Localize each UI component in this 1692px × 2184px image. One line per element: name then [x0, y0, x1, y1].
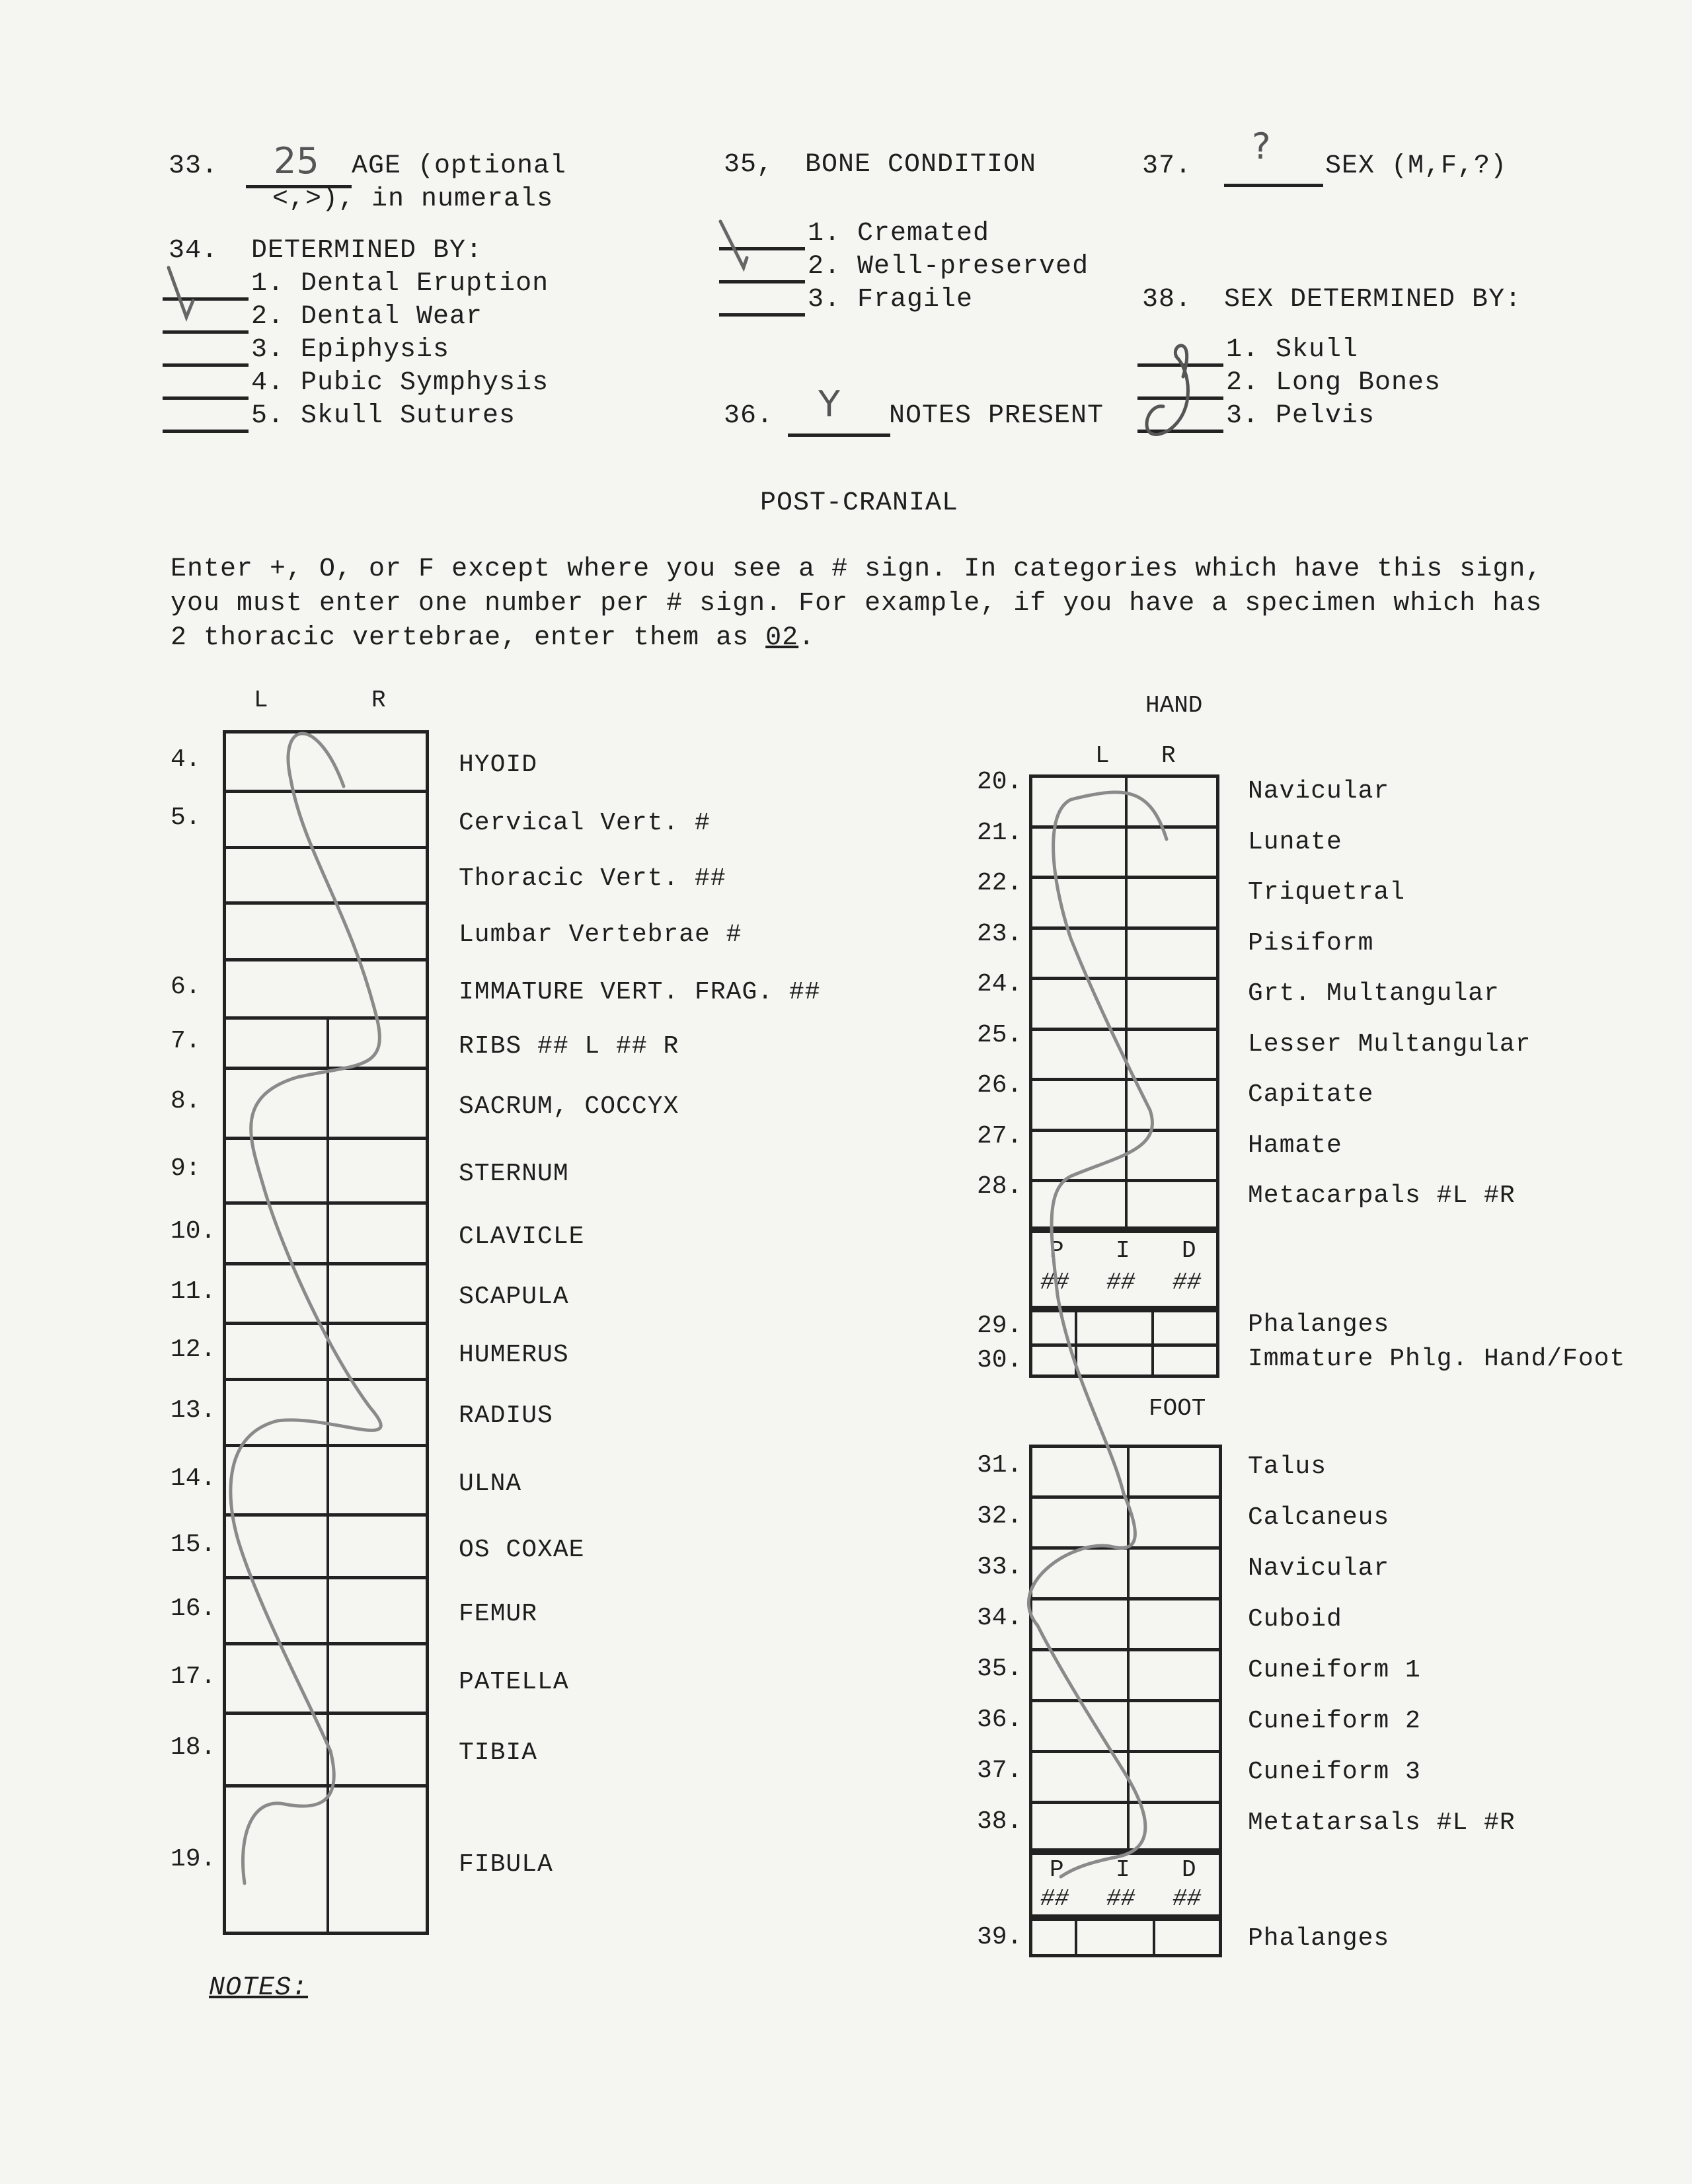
hand-cell-L[interactable] [1029, 1078, 1125, 1129]
hand-row-label: Hamate [1248, 1131, 1342, 1160]
left-table-cell-L[interactable] [223, 1513, 327, 1576]
left-table-cell-R[interactable] [327, 1137, 429, 1201]
left-table-row-label: PATELLA [459, 1667, 569, 1696]
hand-phalanx-row-number: 30. [977, 1345, 1022, 1374]
hand-phalanx-row-label: Phalanges [1248, 1310, 1390, 1339]
left-table-cell-R[interactable] [327, 1513, 429, 1576]
hand-cell-L[interactable] [1029, 1028, 1125, 1078]
hand-phalanx-count-D: ## [1173, 1268, 1202, 1296]
foot-row-label: Navicular [1248, 1554, 1390, 1583]
foot-row-number: 34. [977, 1604, 1022, 1632]
hand-row-label: Lesser Multangular [1248, 1030, 1531, 1059]
left-table-cell-L[interactable] [223, 1712, 327, 1784]
left-table-row-number: 8. [171, 1087, 201, 1115]
foot-row-number: 36. [977, 1706, 1022, 1734]
q38-blank-1[interactable] [1137, 363, 1223, 367]
hand-row-label: Triquetral [1248, 878, 1406, 907]
left-table-cell-L[interactable] [223, 1137, 327, 1201]
q34-option-3: 3. Epiphysis [251, 335, 450, 365]
left-table-cell-R[interactable] [327, 1201, 429, 1262]
instructions-line-3 [171, 622, 815, 654]
q35-blank-1[interactable] [719, 247, 805, 250]
q38-blank-3[interactable] [1137, 430, 1223, 433]
foot-cell-L[interactable] [1029, 1546, 1127, 1597]
left-table-cell-R[interactable] [327, 1642, 429, 1712]
left-table-row-label: Cervical Vert. # [459, 808, 711, 837]
hand-col-header-L: L [1095, 742, 1110, 769]
left-table-row-number: 7. [171, 1027, 201, 1055]
hand-cell-L[interactable] [1029, 1179, 1125, 1230]
left-table-cell-L[interactable] [223, 1642, 327, 1712]
section-title: POST-CRANIAL [760, 488, 959, 518]
foot-cell-R[interactable] [1127, 1750, 1222, 1801]
q36-label: NOTES PRESENT [889, 401, 1104, 431]
q35-blank-2[interactable] [719, 280, 805, 283]
left-table-row-number: 17. [171, 1662, 216, 1691]
left-table-row-number: 18. [171, 1733, 216, 1762]
hand-phalanx-cell-P[interactable] [1029, 1309, 1075, 1343]
foot-cell-L[interactable] [1029, 1801, 1127, 1852]
hand-cell-R[interactable] [1125, 825, 1219, 876]
foot-cell-R[interactable] [1127, 1699, 1222, 1750]
left-table-row-label: CLAVICLE [459, 1223, 585, 1251]
q38-title: SEX DETERMINED BY: [1224, 285, 1522, 315]
q35-blank-3[interactable] [719, 313, 805, 317]
foot-phalanx-cell-I[interactable] [1075, 1918, 1153, 1957]
foot-cell-L[interactable] [1029, 1750, 1127, 1801]
left-table-cell-R[interactable] [327, 1322, 429, 1378]
left-col-header-L: L [254, 687, 268, 714]
hand-cell-L[interactable] [1029, 926, 1125, 977]
left-table-row-label: HYOID [459, 751, 538, 779]
hand-row-label: Metacarpals #L #R [1248, 1182, 1516, 1210]
q37-number: 37. [1142, 151, 1192, 181]
foot-cell-L[interactable] [1029, 1445, 1127, 1495]
left-table-cell-L[interactable] [223, 1016, 327, 1067]
q35-option-3: 3. Fragile [808, 285, 974, 315]
left-table-cell-L[interactable] [223, 1784, 327, 1935]
instructions-line-3-text: 2 thoracic vertebrae, enter them as [171, 623, 766, 653]
left-table-cell-R[interactable] [327, 1576, 429, 1642]
hand-phalanx-count-P: ## [1040, 1268, 1069, 1296]
left-table-cell-L[interactable] [223, 1378, 327, 1444]
hand-row-label: Grt. Multangular [1248, 979, 1500, 1008]
left-table-row-number: 6. [171, 973, 201, 1001]
left-table-cell-L[interactable] [223, 1067, 327, 1137]
left-table-cell-L[interactable] [223, 1576, 327, 1642]
left-table-row-label: ULNA [459, 1469, 522, 1498]
q37-value: ? [1252, 126, 1271, 167]
foot-phalanx-count-I: ## [1106, 1885, 1135, 1912]
hand-row-label: Pisiform [1248, 928, 1374, 958]
hand-row-number: 26. [977, 1071, 1022, 1100]
hand-cell-L[interactable] [1029, 876, 1125, 926]
hand-row-number: 23. [977, 919, 1022, 948]
q37-label: SEX (M,F,?) [1325, 151, 1508, 181]
left-table-row-number: 12. [171, 1335, 216, 1364]
hand-phalanx-cell-D[interactable] [1151, 1309, 1219, 1343]
q34-option-1: 1. Dental Eruption [251, 269, 549, 299]
q35-option-1: 1. Cremated [808, 219, 990, 248]
q34-blank-4[interactable] [163, 396, 249, 400]
hand-cell-R[interactable] [1125, 1129, 1219, 1180]
left-col-header-R: R [371, 687, 386, 714]
foot-row-label: Cuboid [1248, 1605, 1342, 1634]
hand-phalanx-header-P: P [1050, 1236, 1064, 1264]
q33-label-2: <,>), in numerals [272, 184, 554, 214]
left-table-cell-R[interactable] [327, 1378, 429, 1444]
left-table-cell-R[interactable] [327, 1444, 429, 1513]
hand-phalanx-cell-I[interactable] [1075, 1309, 1151, 1343]
left-table-cell-R[interactable] [327, 1712, 429, 1784]
hand-cell-R[interactable] [1125, 926, 1219, 977]
foot-title: FOOT [1149, 1395, 1206, 1422]
foot-row-label: Cuneiform 1 [1248, 1656, 1421, 1684]
notes-label: NOTES: [209, 1973, 309, 2003]
q35-option-2: 2. Well-preserved [808, 252, 1089, 282]
hand-phalanx-cell-I[interactable] [1075, 1343, 1151, 1378]
foot-row-number: 31. [977, 1451, 1022, 1480]
foot-phalanx-header-P: P [1050, 1856, 1064, 1883]
foot-row-label: Calcaneus [1248, 1503, 1390, 1532]
left-table-row-label: SCAPULA [459, 1283, 569, 1311]
left-table-cell-R[interactable] [327, 1016, 429, 1067]
foot-phalanx-cell-P[interactable] [1029, 1918, 1075, 1957]
left-table-row-number: 5. [171, 803, 201, 832]
hand-row-label: Navicular [1248, 777, 1390, 806]
left-table-cell-L[interactable] [223, 1262, 327, 1322]
foot-phalanx-row-label: Phalanges [1248, 1924, 1390, 1953]
left-table-cell-R[interactable] [327, 1784, 429, 1935]
left-table-cell-full[interactable] [223, 901, 429, 958]
left-table-row-number: 11. [171, 1277, 216, 1306]
hand-title: HAND [1145, 692, 1203, 719]
foot-row-number: 38. [977, 1807, 1022, 1836]
hand-col-header-R: R [1161, 742, 1176, 769]
q34-blank-1[interactable] [163, 297, 249, 301]
q38-option-2: 2. Long Bones [1226, 368, 1442, 398]
foot-phalanx-header-D: D [1182, 1856, 1196, 1883]
foot-cell-R[interactable] [1127, 1597, 1222, 1648]
left-table-row-number: 4. [171, 745, 201, 774]
q38-number: 38. [1142, 285, 1192, 315]
foot-cell-R[interactable] [1127, 1801, 1222, 1852]
foot-phalanx-count-P: ## [1040, 1885, 1069, 1912]
q38-blank-2[interactable] [1137, 396, 1223, 400]
instructions-line-2: you must enter one number per # sign. For example, if you have a specimen which has [171, 589, 1543, 619]
q35-title: BONE CONDITION [805, 150, 1037, 180]
hand-row-number: 24. [977, 970, 1022, 998]
left-table-row-number: 15. [171, 1530, 216, 1559]
hand-cell-R[interactable] [1125, 1028, 1219, 1078]
q38-option-1: 1. Skull [1226, 335, 1359, 365]
foot-phalanx-header-I: I [1116, 1856, 1130, 1883]
left-table-row-label: TIBIA [459, 1739, 538, 1767]
left-table-cell-L[interactable] [223, 1322, 327, 1378]
left-table-row-number: 16. [171, 1595, 216, 1623]
hand-phalanx-row-number: 29. [977, 1311, 1022, 1340]
hand-phalanx-cell-D[interactable] [1151, 1343, 1219, 1378]
left-table-row-number: 19. [171, 1845, 216, 1873]
left-table-cell-full[interactable] [223, 790, 429, 846]
hand-phalanx-header-I: I [1116, 1236, 1130, 1264]
foot-row-number: 35. [977, 1655, 1022, 1683]
hand-phalanx-cell-P[interactable] [1029, 1343, 1075, 1378]
foot-row-label: Talus [1248, 1452, 1327, 1481]
q34-option-4: 4. Pubic Symphysis [251, 368, 549, 398]
foot-cell-R[interactable] [1127, 1648, 1222, 1699]
foot-row-label: Metatarsals #L #R [1248, 1809, 1516, 1837]
q36-value: Y [818, 383, 840, 425]
left-table-row-label: Thoracic Vert. ## [459, 864, 726, 893]
foot-row-number: 32. [977, 1502, 1022, 1530]
hand-cell-R[interactable] [1125, 876, 1219, 926]
left-table-cell-L[interactable] [223, 1201, 327, 1262]
hand-row-label: Lunate [1248, 827, 1342, 856]
q36-number: 36. [724, 401, 774, 431]
q38-scribble-icon [1147, 346, 1188, 435]
q33-label-1: AGE (optional [352, 151, 567, 181]
q34-blank-2[interactable] [163, 330, 249, 334]
q35-number: 35, [724, 150, 774, 180]
hand-row-number: 22. [977, 869, 1022, 897]
left-table-row-label: IMMATURE VERT. FRAG. ## [459, 978, 821, 1006]
foot-row-number: 37. [977, 1756, 1022, 1785]
left-table-row-label: FIBULA [459, 1850, 553, 1879]
q33-age-value: 25 [274, 140, 319, 182]
hand-row-number: 20. [977, 768, 1022, 796]
left-table-row-number: 10. [171, 1217, 216, 1246]
left-table-row-label: FEMUR [459, 1600, 538, 1628]
q34-number: 34. [169, 236, 219, 266]
foot-row-label: Cuneiform 3 [1248, 1758, 1421, 1786]
q37-underline [1224, 184, 1323, 187]
foot-phalanx-count-D: ## [1173, 1885, 1202, 1912]
instructions-example: 02 [765, 623, 799, 653]
hand-phalanx-count-I: ## [1106, 1268, 1135, 1296]
left-table-row-label: RADIUS [459, 1402, 553, 1430]
q34-checkmark-icon [169, 268, 193, 317]
foot-cell-R[interactable] [1127, 1445, 1222, 1495]
q38-option-3: 3. Pelvis [1226, 401, 1375, 431]
left-table-cell-R[interactable] [327, 1067, 429, 1137]
instructions-end: . [798, 623, 816, 653]
q34-blank-3[interactable] [163, 363, 249, 367]
foot-cell-L[interactable] [1029, 1699, 1127, 1750]
left-table-row-label: HUMERUS [459, 1340, 569, 1369]
left-table-row-label: RIBS ## L ## R [459, 1032, 679, 1061]
hand-cell-L[interactable] [1029, 977, 1125, 1028]
q34-title: DETERMINED BY: [251, 236, 483, 266]
foot-cell-R[interactable] [1127, 1546, 1222, 1597]
foot-row-number: 33. [977, 1553, 1022, 1581]
hand-row-label: Capitate [1248, 1080, 1374, 1109]
q34-option-5: 5. Skull Sutures [251, 401, 516, 431]
q33-number: 33. [169, 151, 219, 181]
left-table-row-number: 14. [171, 1464, 216, 1493]
q34-blank-5[interactable] [163, 430, 249, 433]
foot-cell-L[interactable] [1029, 1648, 1127, 1699]
hand-cell-L[interactable] [1029, 1129, 1125, 1180]
hand-cell-L[interactable] [1029, 825, 1125, 876]
left-table-cell-full[interactable] [223, 730, 429, 790]
hand-row-number: 27. [977, 1121, 1022, 1150]
foot-phalanx-cell-D[interactable] [1153, 1918, 1222, 1957]
hand-row-number: 28. [977, 1172, 1022, 1201]
hand-row-number: 21. [977, 818, 1022, 847]
left-table-cell-full[interactable] [223, 846, 429, 901]
instructions-line-1: Enter +, O, or F except where you see a # sign. In categories which have this sign, [171, 554, 1543, 584]
q35-checkmark-icon [720, 221, 747, 268]
foot-cell-R[interactable] [1127, 1495, 1222, 1546]
left-table-row-number: 9: [171, 1154, 201, 1183]
hand-cell-R[interactable] [1125, 1179, 1219, 1230]
hand-phalanx-header-D: D [1182, 1236, 1196, 1264]
hand-cell-L[interactable] [1029, 774, 1125, 825]
left-table-cell-R[interactable] [327, 1262, 429, 1322]
left-table-cell-L[interactable] [223, 1444, 327, 1513]
hand-phalanx-row-label: Immature Phlg. Hand/Foot [1248, 1344, 1626, 1373]
left-table-row-label: Lumbar Vertebrae # [459, 921, 742, 949]
foot-row-label: Cuneiform 2 [1248, 1707, 1421, 1735]
hand-row-number: 25. [977, 1020, 1022, 1049]
foot-cell-L[interactable] [1029, 1495, 1127, 1546]
left-table-row-label: OS COXAE [459, 1535, 585, 1564]
foot-cell-L[interactable] [1029, 1597, 1127, 1648]
foot-phalanx-row-number: 39. [977, 1923, 1022, 1951]
q36-underline [788, 433, 890, 437]
hand-cell-R[interactable] [1125, 1078, 1219, 1129]
left-table-cell-full[interactable] [223, 958, 429, 1016]
left-table-row-label: STERNUM [459, 1160, 569, 1188]
hand-cell-R[interactable] [1125, 774, 1219, 825]
left-table-row-number: 13. [171, 1396, 216, 1425]
q34-option-2: 2. Dental Wear [251, 302, 483, 332]
hand-cell-R[interactable] [1125, 977, 1219, 1028]
left-table-row-label: SACRUM, COCCYX [459, 1092, 679, 1121]
